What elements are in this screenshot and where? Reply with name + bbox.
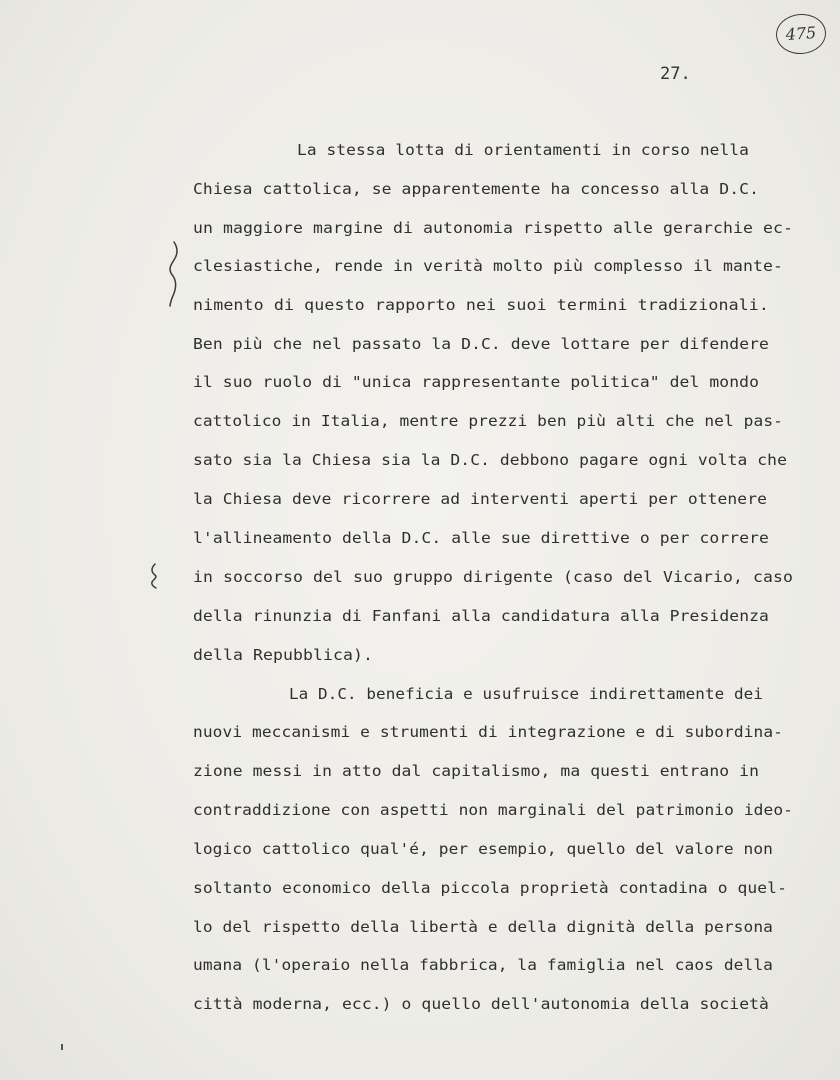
text-line: La stessa lotta di orientamenti in corso nella [297, 141, 749, 159]
text-line: clesiastiche, rende in verità molto più complesso il mante- [193, 257, 783, 275]
text-line: il suo ruolo di "unica rappresentante politica" del mondo [193, 373, 759, 391]
text-line: la Chiesa deve ricorrere ad interventi aperti per ottenere [193, 490, 767, 508]
archive-stamp: 475 [775, 12, 828, 55]
margin-brace-mark [144, 562, 164, 590]
page-number: 27. [660, 64, 691, 84]
text-line: un maggiore margine di autonomia rispetto alle gerarchie ec- [193, 219, 793, 237]
text-line: città moderna, ecc.) o quello dell'autonomia della società [193, 995, 769, 1013]
text-line: soltanto economico della piccola proprietà contadina o quel- [193, 879, 787, 897]
text-line: umana (l'operaio nella fabbrica, la famiglia nel caos della [193, 956, 774, 974]
text-line: contraddizione con aspetti non marginali del patrimonio ideo- [193, 801, 793, 819]
text-line: cattolico in Italia, mentre prezzi ben più alti che nel pas- [193, 412, 783, 430]
margin-brace-mark [160, 238, 190, 308]
text-line: lo del rispetto della libertà e della dignità della persona [193, 918, 774, 936]
text-line: Ben più che nel passato la D.C. deve lottare per difendere [193, 335, 769, 353]
text-line: logico cattolico qual'é, per esempio, quello del valore non [193, 840, 774, 858]
text-line: in soccorso del suo gruppo dirigente (caso del Vicario, caso [193, 568, 793, 586]
text-line: La D.C. beneficia e usufruisce indirettamente dei [289, 685, 763, 703]
text-line: sato sia la Chiesa sia la D.C. debbono pagare ogni volta che [193, 451, 787, 469]
text-line: l'allineamento della D.C. alle sue direttive o per correre [193, 529, 769, 547]
text-line: nuovi meccanismi e strumenti di integrazione e di subordina- [193, 723, 783, 741]
text-line: nimento di questo rapporto nei suoi termini tradizionali. [193, 296, 769, 314]
text-line: della rinunzia di Fanfani alla candidatura alla Presidenza [193, 607, 769, 625]
text-line: zione messi in atto dal capitalismo, ma questi entrano in [193, 762, 759, 780]
text-line: Chiesa cattolica, se apparentemente ha concesso alla D.C. [193, 180, 759, 198]
text-line: della Repubblica). [193, 646, 373, 664]
paper-mark [61, 1044, 63, 1050]
